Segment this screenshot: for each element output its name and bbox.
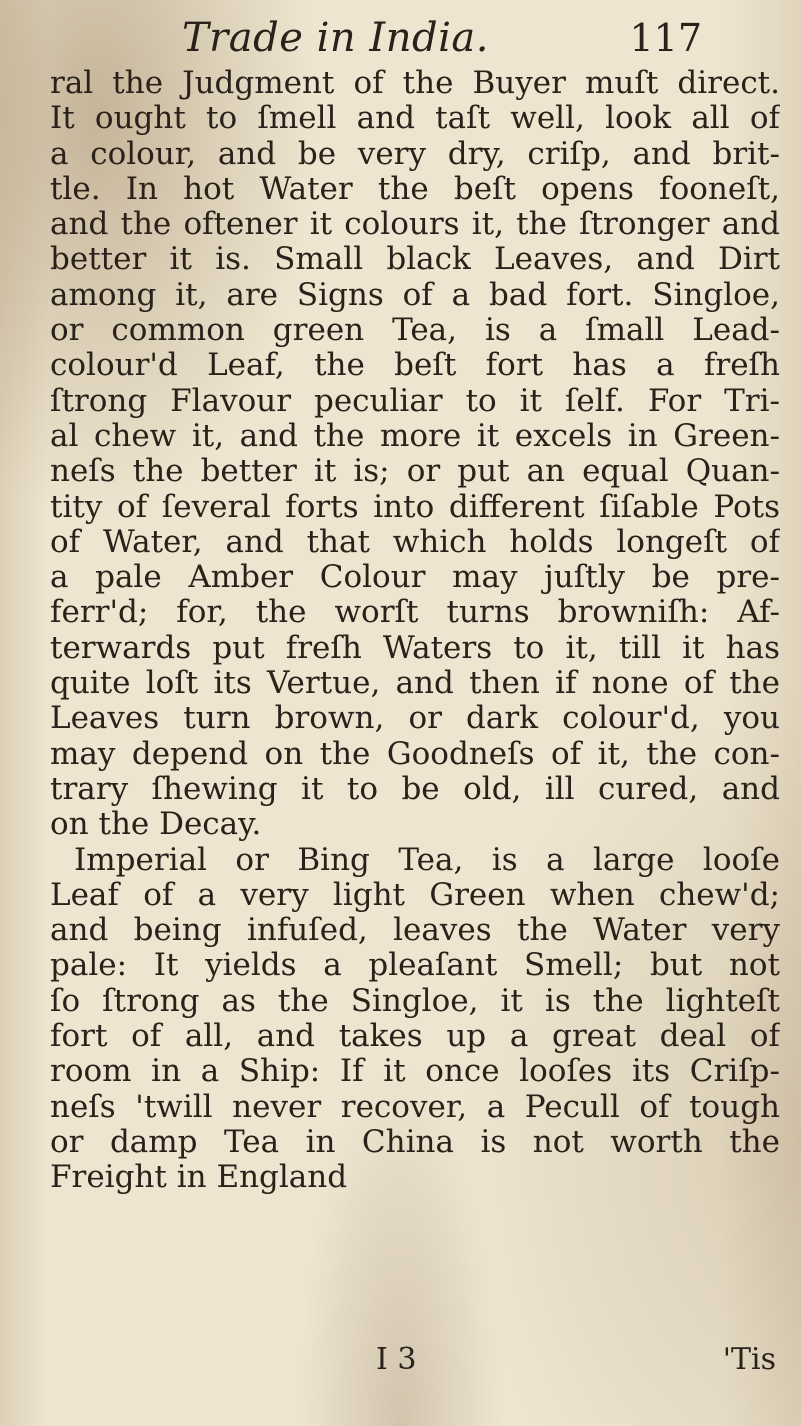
text-line: It ought to ſmell and taſt well, look all of — [50, 101, 780, 137]
text-line: a pale Amber Colour may juſtly be pre- — [50, 560, 780, 596]
text-line: tle. In hot Water the beſt opens fooneſt, — [50, 171, 780, 207]
text-line: or damp Tea in China is not worth the — [50, 1124, 780, 1160]
text-line: ral the Judgment of the Buyer muſt direct. — [50, 66, 780, 101]
text-line: Leaves turn brown, or dark colour'd, you — [50, 701, 780, 737]
text-line: better it is. Small black Leaves, and Dirt — [50, 242, 780, 278]
text-line: ferr'd; for, the worſt turns browniſh: Af- — [50, 595, 780, 631]
text-line: and being infuſed, leaves the Water very — [50, 913, 780, 949]
text-line: on the Decay. — [50, 807, 262, 843]
text-line: among it, are Signs of a bad fort. Singloe, — [50, 277, 780, 313]
catchword: 'Tis — [722, 1342, 776, 1377]
text-line: ſtrong Flavour peculiar to it ſelf. For Tri- — [50, 383, 780, 419]
page-number: 117 — [629, 16, 702, 60]
text-line: Freight in England — [50, 1160, 348, 1196]
text-line: neſs 'twill never recover, a Pecull of tough — [50, 1089, 780, 1125]
text-line: neſs the better it is; or put an equal Quan- — [50, 454, 780, 490]
text-line: of Water, and that which holds longeſt of — [50, 524, 780, 560]
text-line: Imperial or Bing Tea, is a large looſe — [74, 842, 780, 878]
text-line: terwards put freſh Waters to it, till it has — [50, 630, 780, 666]
text-line: a colour, and be very dry, criſp, and brit- — [50, 136, 780, 172]
text-line: ſo ſtrong as the Singloe, it is the lighteſt — [50, 983, 780, 1019]
body-text — [50, 66, 780, 1196]
text-line: trary ſhewing it to be old, ill cured, and — [50, 771, 780, 807]
text-line: al chew it, and the more it excels in Green- — [50, 418, 780, 454]
text-line: Leaf of a very light Green when chew'd; — [50, 877, 780, 913]
text-line: quite loſt its Vertue, and then if none of the — [50, 666, 780, 702]
text-line: may depend on the Goodneſs of it, the con- — [50, 736, 780, 772]
text-line: colour'd Leaf, the beſt fort has a freſh — [50, 348, 780, 384]
text-line: tity of ſeveral forts into different ſiſable Pots — [50, 489, 780, 525]
signature-mark: I 3 — [376, 1342, 417, 1377]
text-line: and the oftener it colours it, the ſtronger and — [50, 207, 780, 243]
page-header — [182, 12, 702, 68]
text-line: pale: It yields a pleaſant Smell; but not — [50, 948, 780, 984]
running-title: Trade in India. — [182, 15, 489, 61]
text-line: or common green Tea, is a ſmall Lead- — [50, 313, 780, 349]
page-footer — [376, 1338, 776, 1384]
text-line: fort of all, and takes up a great deal of — [50, 1019, 780, 1055]
text-line: room in a Ship: If it once looſes its Criſp- — [50, 1054, 780, 1090]
